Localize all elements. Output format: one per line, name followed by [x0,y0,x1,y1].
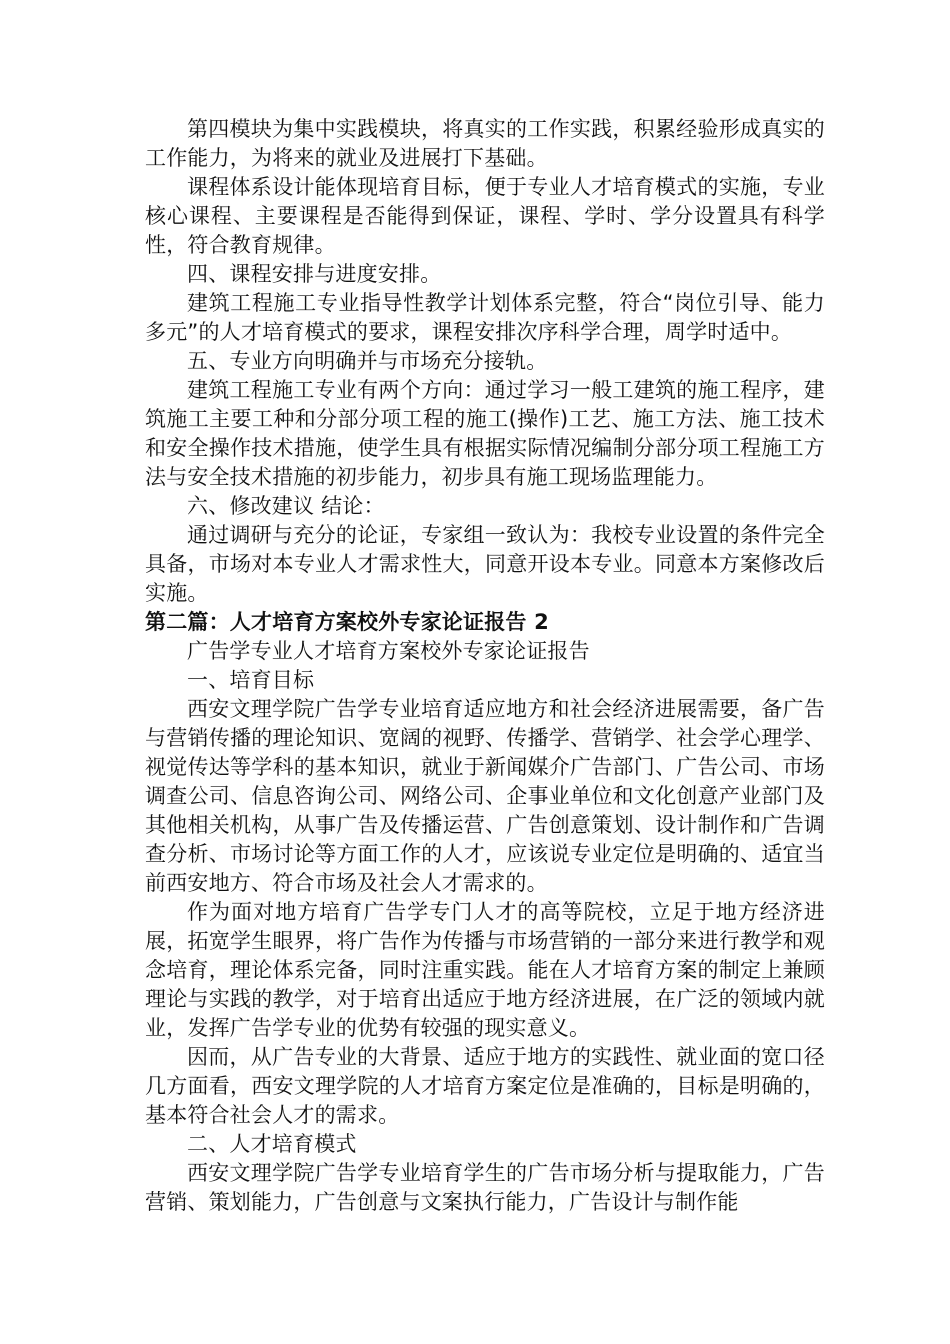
paragraph: 第四模块为集中实践模块，将真实的工作实践，积累经验形成真实的工作能力，为将来的就业及进展打下基础。 [145,117,825,170]
paragraph: 建筑工程施工专业指导性教学计划体系完整，符合“岗位引导、能力多元”的人才培育模式的要求，课程安排次序科学合理，周学时适中。 [145,291,825,344]
section-heading: 第二篇：人才培育方案校外专家论证报告 2 [145,610,549,634]
paragraph: 西安文理学院广告学专业培育学生的广告市场分析与提取能力，广告营销、策划能力，广告创意与文案执行能力，广告设计与制作能 [145,1161,825,1214]
paragraph: 作为面对地方培育广告学专门人才的高等院校，立足于地方经济进展，拓宽学生眼界，将广告作为传播与市场营销的一部分来进行教学和观念培育，理论体系完备，同时注重实践。能在人才培育方案的制定上兼顾理论与实践的教学，对于培育出适应于地方经济进展，在广泛的领域内就业，发挥广告学专业的优势有较强的现实意义。 [145,900,825,1040]
section-subheading: 一、培育目标 [187,668,315,692]
section-subheading: 二、人才培育模式 [187,1132,357,1156]
report-title: 广告学专业人才培育方案校外专家论证报告 [187,639,590,663]
paragraph: 因而，从广告专业的大背景、适应于地方的实践性、就业面的宽口径几方面看，西安文理学院的人才培育方案定位是准确的，目标是明确的，基本符合社会人才的需求。 [145,1045,825,1127]
document-page [145,115,825,1217]
paragraph: 西安文理学院广告学专业培育适应地方和社会经济进展需要，备广告与营销传播的理论知识、宽阔的视野、传播学、营销学、社会学心理学、视觉传达等学科的基本知识，就业于新闻媒介广告部门、广告公司、市场调查公司、信息咨询公司、网络公司、企事业单位和文化创意产业部门及其他相关机构，从事广告及传播运营、广告创意策划、设计制作和广告调查分析、市场讨论等方面工作的人才，应该说专业定位是明确的、适宜当前西安地方、符合市场及社会人才需求的。 [145,697,825,895]
paragraph: 建筑工程施工专业有两个方向：通过学习一般工建筑的施工程序，建筑施工主要工种和分部分项工程的施工(操作)工艺、施工方法、施工技术和安全操作技术措施，使学生具有根据实际情况编制分部分项工程施工方法与安全技术措施的初步能力，初步具有施工现场监理能力。 [145,378,825,489]
paragraph: 通过调研与充分的论证，专家组一致认为：我校专业设置的条件完全具备，市场对本专业人才需求性大，同意开设本专业。同意本方案修改后实施。 [145,523,825,605]
section-subheading: 六、修改建议 结论： [187,494,385,518]
paragraph: 课程体系设计能体现培育目标，便于专业人才培育模式的实施，专业核心课程、主要课程是否能得到保证，课程、学时、学分设置具有科学性，符合教育规律。 [145,175,825,257]
section-subheading: 四、课程安排与进度安排。 [187,262,442,286]
section-subheading: 五、专业方向明确并与市场充分接轨。 [187,349,548,373]
